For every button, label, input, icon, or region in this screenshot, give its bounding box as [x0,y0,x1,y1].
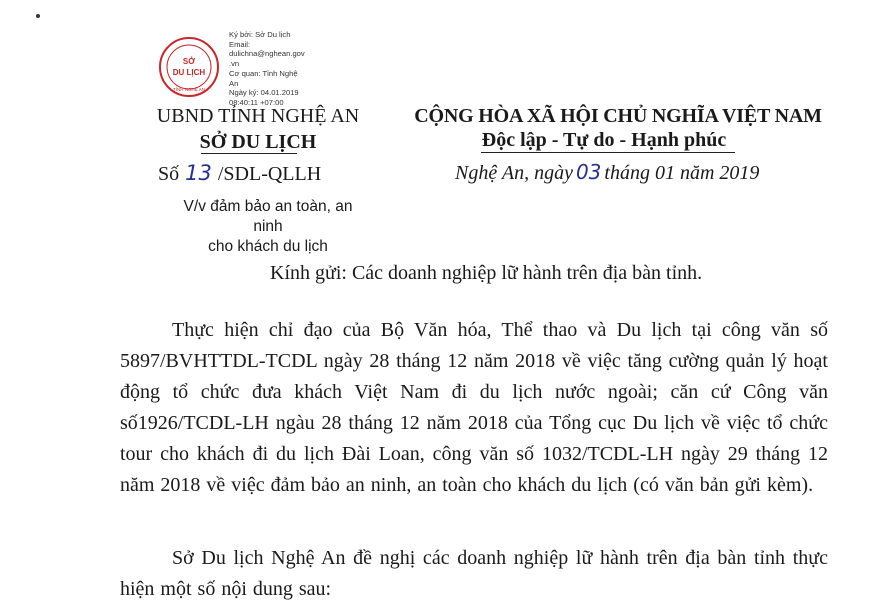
date-prefix: Nghệ An, ngày [455,162,573,184]
signature-line: dulichna@nghean.gov [229,49,305,59]
body-paragraph-2: Sở Du lịch Nghệ An đề nghị các doanh nghiệp lữ hành trên địa bàn tỉnh thực hiện một số nội dung sau: [120,547,828,600]
signature-line: Ký bởi: Sở Du lịch [229,30,291,39]
department-name: SỞ DU LỊCH [199,131,317,153]
signature-line: .vn [229,59,240,69]
stray-dot [36,14,40,18]
department-underline [201,153,297,154]
signature-line: An [229,78,239,88]
digital-signature-block [229,30,305,108]
place-date-line [455,158,759,187]
date-suffix: tháng 01 năm 2019 [604,162,760,184]
signature-line: 08:40:11 +07:00 [229,97,284,107]
nation-title: CỘNG HÒA XÃ HỘI CHỦ NGHĨA VIỆT NAM [414,105,822,127]
official-seal [158,36,220,98]
signature-line: Email: [229,39,251,49]
motto-underline [481,152,735,153]
seal-ring-text: TỈNH NGHỆ AN [172,87,206,92]
signature-line: Ngày ký: 04.01.2019 [229,88,299,98]
body-paragraph-1 [120,315,828,501]
document-number [158,160,321,187]
agency-name: UBND TỈNH NGHỆ AN [156,105,360,127]
national-motto: Độc lập - Tự do - Hạnh phúc [481,129,727,151]
document-number-prefix: Số [158,163,180,185]
document-number-handwritten: 13 [185,161,212,185]
seal-main-text: DU LỊCH [172,68,206,77]
signature-line: Cơ quan: Tỉnh Nghệ [229,68,298,78]
recipient-line: Kính gửi: Các doanh nghiệp lữ hành trên địa bàn tỉnh. [270,262,703,284]
document-subject [175,197,361,257]
document-number-suffix: /SDL-QLLH [217,163,322,185]
seal-top-text: SỞ [182,57,196,66]
subject-line-2: cho khách du lịch [208,238,328,255]
subject-line-1: V/v đảm bảo an toàn, an ninh [183,198,353,235]
date-day-handwritten: 03 [575,160,602,184]
paragraph-1-text: Thực hiện chỉ đạo của Bộ Văn hóa, Thể thao và Du lịch tại công văn số 5897/BVHTTDL-TCDL ngày 28 tháng 12 năm 2018 về việc tăng cường quản lý hoạt động tổ chức đưa khách Việt Nam đi du lịch nước ngoài; căn cứ Công văn số1926/TCDL-LH ngàu 28 tháng 12 năm 2018 của Tổng cục Du lịch về việc tổ chức tour cho khách đi du lịch Đài Loan, công văn số 1032/TCDL-LH ngày 29 tháng 12 năm 2018 về việc đảm bảo an ninh, an toàn cho khách du lịch (có văn bản gửi kèm). [120,319,828,496]
